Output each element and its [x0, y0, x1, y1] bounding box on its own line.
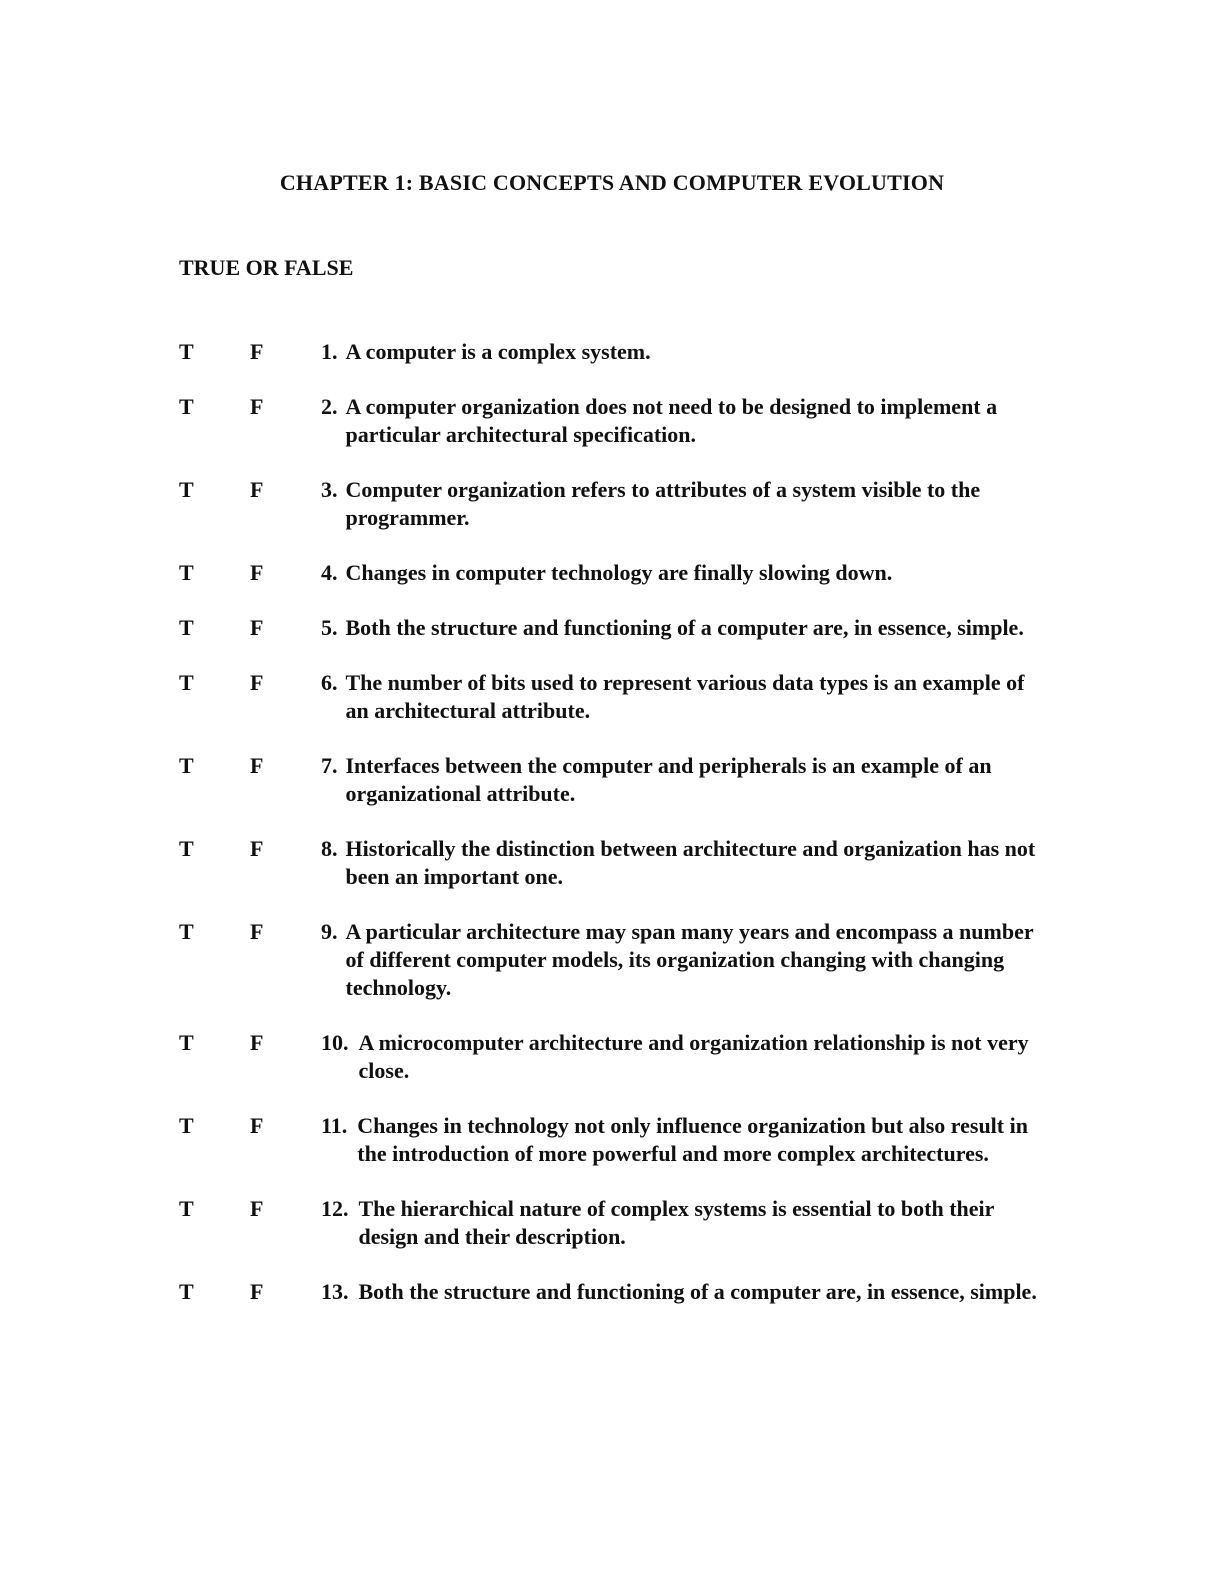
question-body — [321, 614, 1041, 642]
question-text: Changes in technology not only influence organization but also result in the introduction of more powerful and more complex architectures. — [357, 1113, 1028, 1166]
true-option[interactable]: T — [179, 1113, 194, 1138]
question-body — [321, 835, 1041, 891]
question-number: 6. — [321, 670, 338, 695]
question-text: The hierarchical nature of complex systems is essential to both their design and their description. — [358, 1196, 995, 1249]
question-item — [0, 338, 1224, 366]
true-option[interactable]: T — [179, 1030, 194, 1055]
true-option[interactable]: T — [179, 836, 194, 861]
question-number: 10. — [321, 1030, 349, 1055]
question-item — [0, 1195, 1224, 1251]
question-item — [0, 1029, 1224, 1085]
question-item — [0, 1112, 1224, 1168]
false-option[interactable]: F — [250, 1030, 264, 1055]
question-list — [0, 338, 1224, 1333]
question-item — [0, 752, 1224, 808]
question-body — [321, 752, 1041, 808]
question-item — [0, 918, 1224, 1002]
question-number: 12. — [321, 1196, 349, 1221]
question-body — [321, 1195, 1041, 1251]
true-option[interactable]: T — [179, 339, 194, 364]
section-heading: TRUE OR FALSE — [179, 255, 354, 280]
question-number: 9. — [321, 919, 338, 944]
question-text: Both the structure and functioning of a computer are, in essence, simple. — [358, 1279, 1037, 1304]
question-item — [0, 559, 1224, 587]
question-text: A computer is a complex system. — [345, 339, 651, 364]
question-text: A particular architecture may span many years and encompass a number of different computer models, its organization changing with changing technology. — [345, 919, 1034, 1000]
question-item — [0, 393, 1224, 449]
true-option[interactable]: T — [179, 919, 194, 944]
false-option[interactable]: F — [250, 753, 264, 778]
question-text: Interfaces between the computer and peripherals is an example of an organizational attribute. — [345, 753, 992, 806]
question-body — [321, 559, 1041, 587]
question-body — [321, 669, 1041, 725]
question-item — [0, 1278, 1224, 1306]
question-number: 4. — [321, 560, 338, 585]
question-text: Historically the distinction between architecture and organization has not been an important one. — [345, 836, 1036, 889]
question-item — [0, 476, 1224, 532]
question-body — [321, 1278, 1041, 1306]
true-option[interactable]: T — [179, 1196, 194, 1221]
question-number: 5. — [321, 615, 338, 640]
question-body — [321, 393, 1041, 449]
question-body — [321, 476, 1041, 532]
question-body — [321, 1112, 1041, 1168]
question-number: 13. — [321, 1279, 349, 1304]
true-option[interactable]: T — [179, 477, 194, 502]
false-option[interactable]: F — [250, 394, 264, 419]
question-body — [321, 338, 1041, 366]
false-option[interactable]: F — [250, 560, 264, 585]
question-item — [0, 669, 1224, 725]
false-option[interactable]: F — [250, 339, 264, 364]
true-option[interactable]: T — [179, 394, 194, 419]
false-option[interactable]: F — [250, 1279, 264, 1304]
true-option[interactable]: T — [179, 753, 194, 778]
false-option[interactable]: F — [250, 670, 264, 695]
false-option[interactable]: F — [250, 477, 264, 502]
chapter-title: CHAPTER 1: BASIC CONCEPTS AND COMPUTER EVOLUTION — [279, 170, 945, 195]
question-number: 8. — [321, 836, 338, 861]
true-option[interactable]: T — [179, 615, 194, 640]
question-text: The number of bits used to represent various data types is an example of an architectural attribute. — [345, 670, 1025, 723]
question-number: 3. — [321, 477, 338, 502]
false-option[interactable]: F — [250, 919, 264, 944]
question-text: A computer organization does not need to be designed to implement a particular architectural specification. — [345, 394, 998, 447]
false-option[interactable]: F — [250, 1113, 264, 1138]
question-number: 1. — [321, 339, 338, 364]
true-option[interactable]: T — [179, 670, 194, 695]
false-option[interactable]: F — [250, 615, 264, 640]
question-text: A microcomputer architecture and organization relationship is not very close. — [358, 1030, 1029, 1083]
question-number: 7. — [321, 753, 338, 778]
question-body — [321, 918, 1041, 1002]
question-number: 2. — [321, 394, 338, 419]
question-body — [321, 1029, 1041, 1085]
false-option[interactable]: F — [250, 1196, 264, 1221]
question-text: Computer organization refers to attributes of a system visible to the programmer. — [345, 477, 981, 530]
question-text: Changes in computer technology are finally slowing down. — [345, 560, 893, 585]
false-option[interactable]: F — [250, 836, 264, 861]
question-text: Both the structure and functioning of a computer are, in essence, simple. — [345, 615, 1024, 640]
question-item — [0, 835, 1224, 891]
true-option[interactable]: T — [179, 560, 194, 585]
true-option[interactable]: T — [179, 1279, 194, 1304]
question-item — [0, 614, 1224, 642]
question-number: 11. — [321, 1113, 348, 1138]
